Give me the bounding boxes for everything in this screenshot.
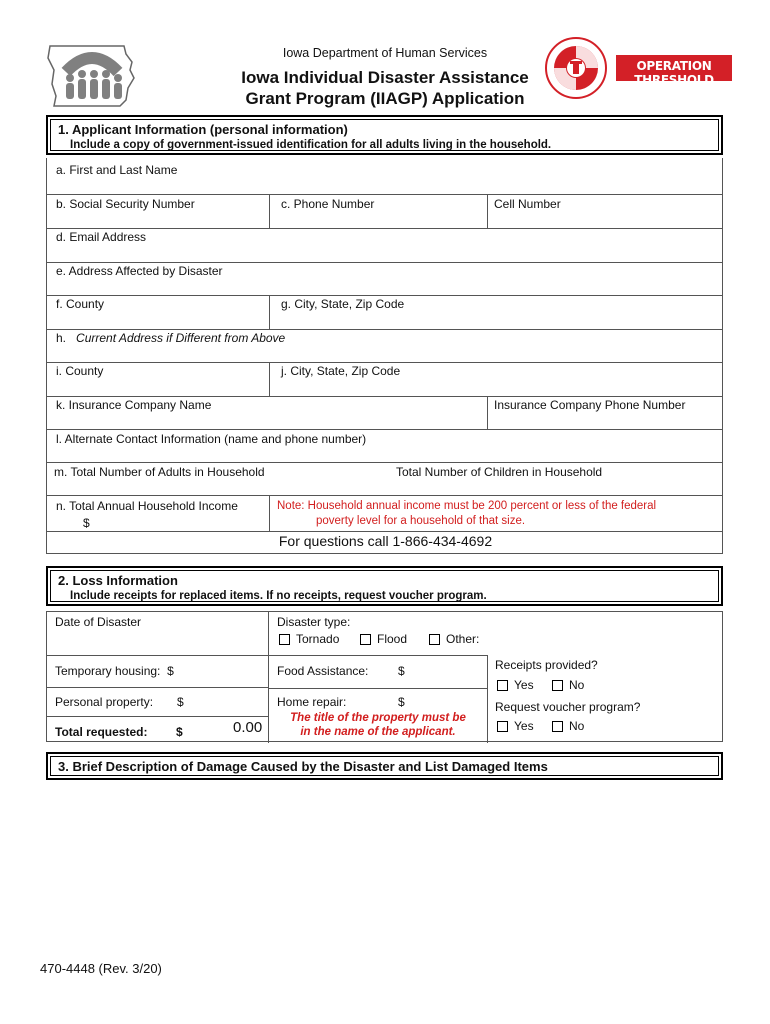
field-children: Total Number of Children in Household [396, 465, 603, 479]
receipts-yes-checkbox[interactable] [497, 680, 508, 691]
field-insurance-phone: Insurance Company Phone Number [494, 398, 686, 412]
field-b-ssn: b. Social Security Number [56, 197, 195, 211]
food-assistance-label: Food Assistance: [277, 664, 369, 678]
section1-title: 1. Applicant Information (personal information) [58, 122, 348, 137]
other-checkbox[interactable] [429, 634, 440, 645]
field-g-city: g. City, State, Zip Code [281, 297, 405, 311]
field-n-dollar: $ [83, 516, 90, 530]
other-option[interactable] [429, 632, 479, 646]
property-title-note-line2: in the name of the applicant. [300, 726, 456, 738]
field-h-current-address [56, 331, 285, 345]
field-j-city: j. City, State, Zip Code [281, 364, 401, 378]
field-l-alternate-contact: l. Alternate Contact Information (name and phone number) [56, 432, 367, 446]
section2-subtitle: Include receipts for replaced items. If no receipts, request voucher program. [70, 590, 487, 602]
home-repair-dollar: $ [398, 695, 405, 709]
total-dollar: $ [176, 725, 183, 739]
loss-info-grid [46, 611, 723, 742]
voucher-no[interactable]: No [552, 719, 584, 733]
receipts-label: Receipts provided? [495, 658, 598, 672]
home-repair-label: Home repair: [277, 695, 347, 709]
other-label: Other: [446, 632, 480, 646]
personal-property-label: Personal property: [55, 695, 154, 709]
field-e-address: e. Address Affected by Disaster [56, 264, 223, 278]
field-h-label: Current Address if Different from Above [76, 331, 286, 345]
field-c-phone: c. Phone Number [281, 197, 375, 211]
field-a-name: a. First and Last Name [56, 163, 178, 177]
flood-option[interactable] [360, 632, 407, 646]
property-title-note-line1: The title of the property must be [290, 712, 466, 724]
field-h-prefix: h. [56, 331, 67, 345]
section2-title: 2. Loss Information [58, 573, 178, 588]
field-cell: Cell Number [494, 197, 561, 211]
applicant-info-grid [46, 158, 723, 554]
section3-header [46, 752, 723, 780]
damage-description-area[interactable] [46, 784, 723, 954]
total-requested-value: 0.00 [233, 719, 263, 736]
voucher-yes[interactable]: Yes [497, 719, 534, 733]
tornado-checkbox[interactable] [279, 634, 290, 645]
field-d-email: d. Email Address [56, 230, 147, 244]
receipts-no-checkbox[interactable] [552, 680, 563, 691]
form-title-line2: Grant Program (IIAGP) Application [245, 89, 525, 108]
section3-title: 3. Brief Description of Damage Caused by the Disaster and List Damaged Items [58, 759, 548, 774]
personal-property-dollar: $ [177, 695, 184, 709]
temp-housing-label: Temporary housing: $ [55, 664, 174, 678]
disaster-type-label: Disaster type: [277, 615, 351, 629]
tornado-option[interactable] [279, 632, 339, 646]
voucher-label: Request voucher program? [495, 700, 641, 714]
field-k-insurance: k. Insurance Company Name [56, 398, 212, 412]
receipts-yes[interactable]: Yes [497, 678, 534, 692]
department-name: Iowa Department of Human Services [282, 46, 488, 60]
questions-phone: For questions call 1-866-434-4692 [278, 533, 493, 549]
form-title-line1: Iowa Individual Disaster Assistance [241, 68, 529, 87]
total-requested-label: Total requested: [55, 725, 148, 739]
date-of-disaster-label: Date of Disaster [55, 615, 142, 629]
partner-logo-text: OPERATION THRESHOLD [634, 59, 714, 87]
section2-header [46, 566, 723, 606]
form-number: 470-4448 (Rev. 3/20) [40, 961, 162, 976]
voucher-yes-checkbox[interactable] [497, 721, 508, 732]
section1-subtitle: Include a copy of government-issued identification for all adults living in the household. [70, 139, 552, 151]
receipts-no[interactable]: No [552, 678, 584, 692]
income-note-line1: Note: Household annual income must be 200 percent or less of the federal [277, 500, 657, 512]
section1-header [46, 115, 723, 155]
field-f-county: f. County [56, 297, 105, 311]
voucher-no-checkbox[interactable] [552, 721, 563, 732]
food-dollar: $ [398, 664, 405, 678]
tornado-label: Tornado [296, 632, 340, 646]
field-m-adults: m. Total Number of Adults in Household [54, 465, 265, 479]
field-n-income: n. Total Annual Household Income [56, 499, 238, 513]
flood-checkbox[interactable] [360, 634, 371, 645]
income-note-line2: poverty level for a household of that size. [316, 515, 526, 527]
field-i-county: i. County [56, 364, 104, 378]
flood-label: Flood [377, 632, 408, 646]
operation-threshold-logo [538, 33, 734, 103]
